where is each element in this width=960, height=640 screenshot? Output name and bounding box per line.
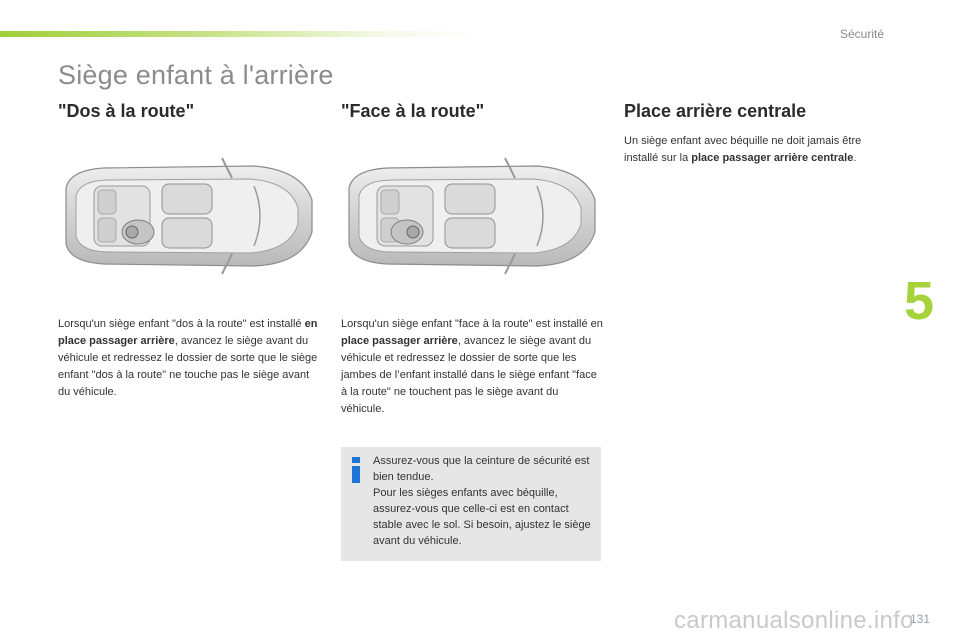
- page-title: Siège enfant à l'arrière: [58, 60, 334, 90]
- page-number: 131: [909, 612, 930, 626]
- heading-rear-facing: "Dos à la route": [58, 101, 195, 121]
- section-label: Sécurité: [839, 27, 884, 41]
- chapter-number: 5: [904, 271, 935, 331]
- info-icon: [349, 457, 363, 483]
- text-rear-facing: Lorsqu'un siège enfant "dos à la route" est installé en place passager arrière, avancez le siège avant du véhicule et redressez le dossier de sorte que le siège enfant "dos à la route" ne touche pas le siège avant du véhicule.: [58, 318, 318, 398]
- watermark: carmanualsonline.info: [674, 607, 914, 634]
- info-text: Assurez-vous que la ceinture de sécurité est bien tendue. Pour les sièges enfants avec béquille, assurez-vous que celle-ci est en contact stable avec le sol. Si besoin, ajustez le siège avant du véhicule.: [373, 455, 591, 547]
- info-box: [341, 447, 601, 561]
- header-accent-bar: [0, 31, 480, 37]
- car-illustration-forward-facing: [337, 152, 599, 280]
- text-rear-center: Un siège enfant avec béquille ne doit jamais être installé sur la place passager arrière centrale.: [624, 135, 862, 164]
- heading-rear-center: Place arrière centrale: [624, 101, 807, 121]
- heading-forward-facing: "Face à la route": [341, 101, 485, 121]
- text-forward-facing: Lorsqu'un siège enfant "face à la route" est installé en place passager arrière, avancez le siège avant du véhicule et redressez le dossier de sorte que les jambes de l’enfant installé dans le siège enfant "face à la route" ne touchent pas le siège avant du véhicule.: [341, 318, 603, 415]
- car-illustration-rear-facing: [54, 152, 316, 280]
